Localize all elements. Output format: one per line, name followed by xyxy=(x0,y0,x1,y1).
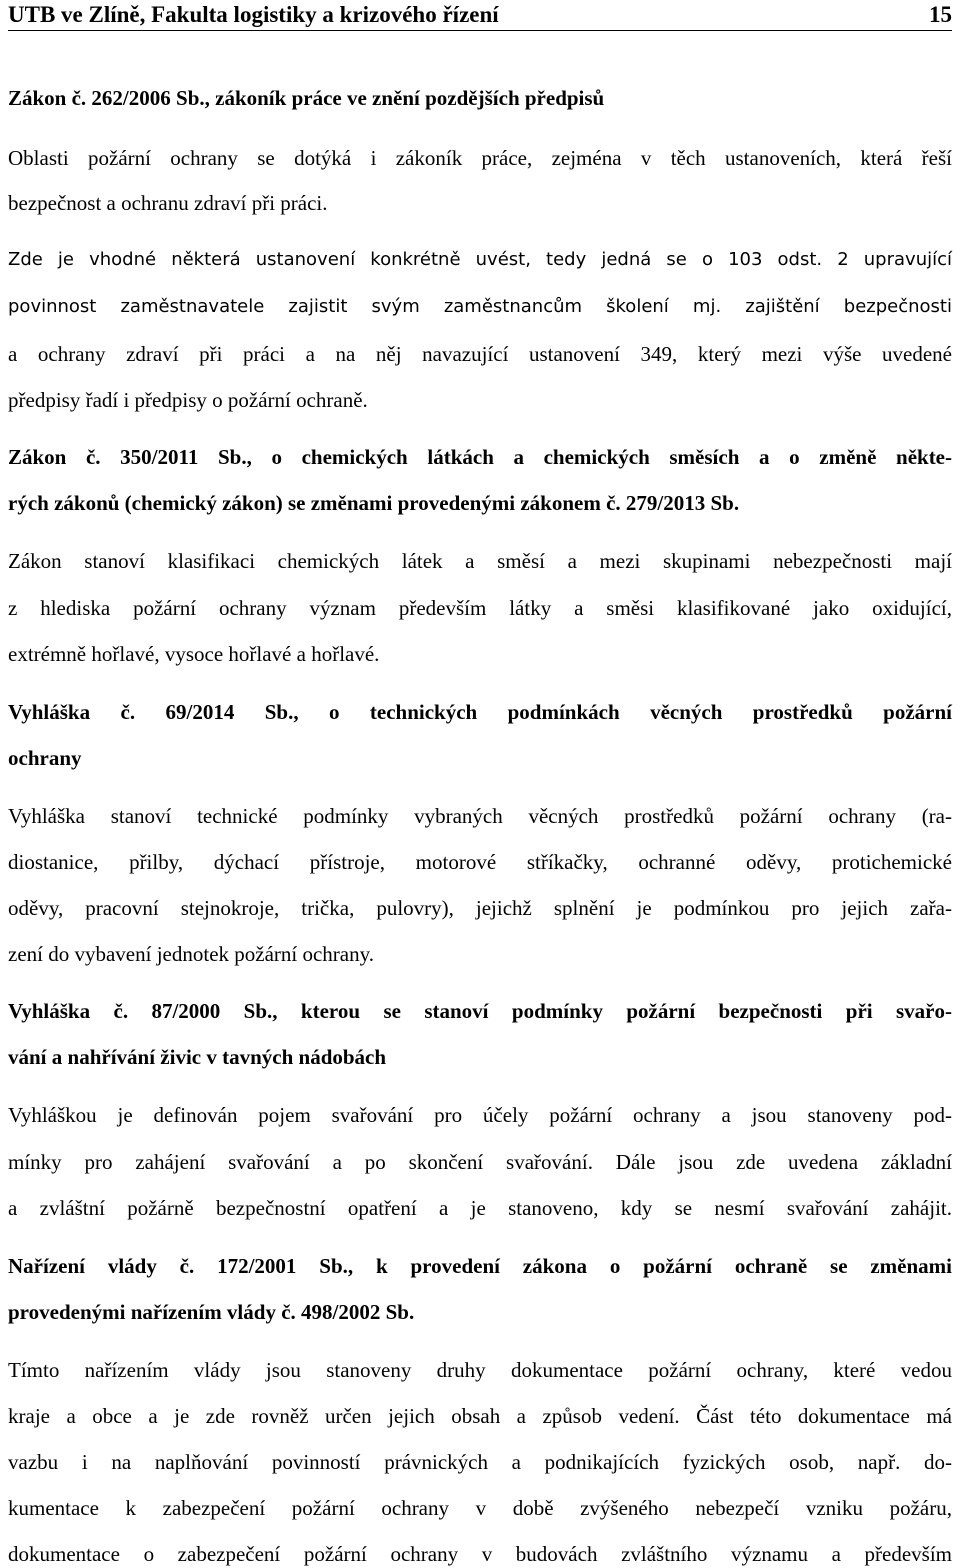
paragraph-line: bezpečnost a ochranu zdraví při práci. xyxy=(8,191,328,215)
running-header xyxy=(8,0,952,31)
paragraph-line: vazbu i na naplňování povinností právnických a podnikajících fyzických osob, např. do- xyxy=(8,1450,952,1474)
paragraph-line: Zde je vhodné některá ustanovení konkrétně uvést, tedy jedná se o 103 odst. 2 upravující xyxy=(8,249,952,270)
paragraph-line: zení do vybavení jednotek požární ochrany. xyxy=(8,942,375,966)
page-number: 15 xyxy=(929,2,952,27)
section-heading: rých zákonů (chemický zákon) se změnami provedenými zákonem č. 279/2013 Sb. xyxy=(8,491,740,515)
paragraph-line: dokumentace o zabezpečení požární ochrany v budovách zvláštního významu a především xyxy=(8,1542,952,1566)
paragraph-line: a zvláštní požárně bezpečnostní opatření a je stanoveno, kdy se nesmí svařování zahájit. xyxy=(8,1196,952,1220)
paragraph-line: z hlediska požární ochrany význam především látky a směsi klasifikované jako oxidující, xyxy=(8,596,952,620)
section-heading: vání a nahřívání živic v tavných nádobách xyxy=(8,1045,387,1069)
paragraph-line: Vyhláška stanoví technické podmínky vybraných věcných prostředků požární ochrany (ra- xyxy=(8,804,952,828)
paragraph-line: kraje a obce a je zde rovněž určen jejich obsah a způsob vedení. Část této dokumentace má xyxy=(8,1404,952,1428)
section-heading: Vyhláška č. 87/2000 Sb., kterou se stanoví podmínky požární bezpečnosti při svařo- xyxy=(8,999,952,1023)
paragraph-line: oděvy, pracovní stejnokroje, trička, pulovry), jejichž splnění je podmínkou pro jejich zařa- xyxy=(8,896,952,920)
paragraph-line: diostanice, přilby, dýchací přístroje, motorové stříkačky, ochranné oděvy, protichemické xyxy=(8,850,952,874)
header-title: UTB ve Zlíně, Fakulta logistiky a krizového řízení xyxy=(8,2,499,27)
section-heading: Zákon č. 350/2011 Sb., o chemických látkách a chemických směsích a o změně někte- xyxy=(8,445,952,469)
paragraph-line: kumentace k zabezpečení požární ochrany v době zvýšeného nebezpečí vzniku požáru, xyxy=(8,1496,952,1520)
paragraph-line: předpisy řadí i předpisy o požární ochraně. xyxy=(8,388,368,412)
section-heading: ochrany xyxy=(8,746,82,770)
section-heading: Nařízení vlády č. 172/2001 Sb., k provedení zákona o požární ochraně se změnami xyxy=(8,1254,952,1278)
paragraph-line: Vyhláškou je definován pojem svařování pro účely požární ochrany a jsou stanoveny pod- xyxy=(8,1103,952,1127)
section-heading: Vyhláška č. 69/2014 Sb., o technických podmínkách věcných prostředků požární xyxy=(8,700,952,724)
paragraph-line: Oblasti požární ochrany se dotýká i zákoník práce, zejména v těch ustanoveních, která řeší xyxy=(8,146,952,170)
section-heading: provedenými nařízením vlády č. 498/2002 Sb. xyxy=(8,1300,415,1324)
paragraph-line: Zákon stanoví klasifikaci chemických látek a směsí a mezi skupinami nebezpečnosti mají xyxy=(8,549,952,573)
paragraph-line: mínky pro zahájení svařování a po skončení svařování. Dále jsou zde uvedena základní xyxy=(8,1150,952,1174)
paragraph-line: extrémně hořlavé, vysoce hořlavé a hořlavé. xyxy=(8,642,380,666)
paragraph-line: Tímto nařízením vlády jsou stanoveny druhy dokumentace požární ochrany, které vedou xyxy=(8,1358,952,1382)
paragraph-line: a ochrany zdraví při práci a na něj navazující ustanovení 349, který mezi výše uvedené xyxy=(8,342,952,366)
section-heading: Zákon č. 262/2006 Sb., zákoník práce ve znění pozdějších předpisů xyxy=(8,86,605,110)
paragraph-line: povinnost zaměstnavatele zajistit svým zaměstnancům školení mj. zajištění bezpečnosti xyxy=(8,296,952,317)
